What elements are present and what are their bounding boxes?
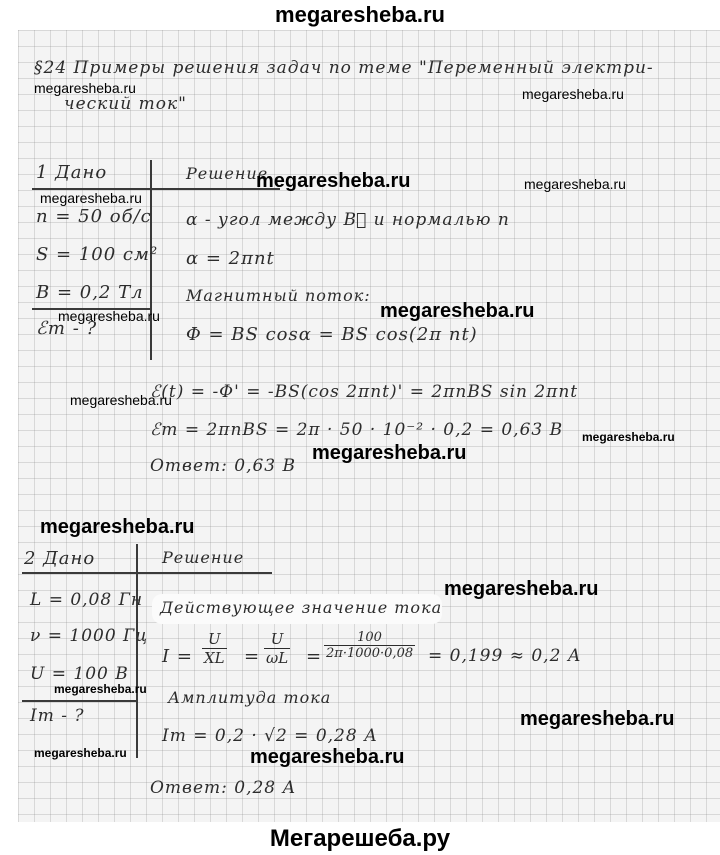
p2-divider-vertical — [136, 544, 138, 758]
p2-unknown-im: Im - ? — [30, 706, 85, 726]
site-footer: Мегарешеба.ру — [269, 825, 451, 852]
p1-line-emf-t: ℰ(t) = -Φ' = -BS(cos 2πnt)' = 2πnBS sin 2πnt — [150, 382, 579, 402]
watermark: megaresheba.ru — [256, 170, 411, 192]
p2-answer: Ответ: 0,28 А — [150, 778, 297, 798]
p1-answer: Ответ: 0,63 В — [150, 456, 297, 476]
watermark: megaresheba.ru — [54, 682, 147, 696]
p1-given-label: 1 Дано — [36, 162, 108, 183]
watermark: megaresheba.ru — [380, 300, 535, 322]
watermark: megaresheba.ru — [34, 80, 136, 96]
p2-current-rhs: = 0,199 ≈ 0,2 А — [428, 646, 582, 666]
p2-fraction-u-xl-num: U — [202, 630, 227, 649]
watermark: megaresheba.ru — [444, 578, 599, 600]
p1-given-n: n = 50 об/с — [36, 206, 152, 227]
p2-given-nu: ν = 1000 Гц — [30, 626, 149, 646]
watermark: megaresheba.ru — [522, 86, 624, 102]
p2-fraction-numeric-den: 2π·1000·0,08 — [326, 646, 414, 661]
p1-unknown-em: ℰm - ? — [36, 318, 98, 339]
p2-given-label: 2 Дано — [24, 548, 96, 569]
p2-amplitude-label: Амплитуда тока — [168, 688, 332, 707]
section-title-line2: ческий ток" — [64, 94, 187, 114]
p2-amplitude-eq: Im = 0,2 · √2 = 0,28 А — [162, 726, 378, 746]
watermark: megaresheba.ru — [250, 746, 405, 768]
p1-line-angle-eq: α = 2πnt — [186, 248, 275, 269]
p2-given-l: L = 0,08 Гн — [30, 590, 144, 610]
p2-eq1: = — [244, 646, 261, 667]
p1-solution-label: Решение — [186, 164, 269, 183]
p1-line-flux-eq: Φ = BS cosα = BS cos(2π nt) — [186, 324, 478, 345]
p2-fraction-u-wl-den: ωL — [266, 649, 289, 667]
p2-fraction-u-wl-num: U — [264, 630, 290, 649]
p1-line-flux-label: Магнитный поток: — [186, 286, 371, 305]
watermark: megaresheba.ru — [582, 430, 675, 444]
watermark: megaresheba.ru — [40, 190, 142, 206]
p2-fraction-u-xl-den: XL — [204, 649, 225, 667]
watermark: megaresheba.ru — [524, 176, 626, 192]
p2-solution-label: Решение — [162, 548, 245, 567]
watermark: megaresheba.ru — [34, 746, 127, 760]
p2-current-lhs: I = — [162, 646, 193, 667]
p1-given-s: S = 100 см² — [36, 244, 159, 265]
p2-given-underline — [22, 572, 272, 574]
watermark: megaresheba.ru — [312, 442, 467, 464]
p2-fraction-numeric — [324, 630, 415, 661]
p2-given-bottom-line — [22, 700, 136, 702]
p2-fraction-numeric-num: 100 — [324, 630, 415, 646]
section-title-line1: §24 Примеры решения задач по теме "Переменный электри- — [34, 58, 654, 78]
p1-given-b: B = 0,2 Тл — [36, 282, 144, 303]
p1-line-emf-max: ℰm = 2πnBS = 2π · 50 · 10⁻² · 0,2 = 0,63 В — [150, 420, 564, 440]
watermark: megaresheba.ru — [40, 516, 195, 538]
p1-line-angle-def: α - угол между B⃗ и нормалью n — [186, 210, 510, 230]
p2-effective-label: Действующее значение тока — [160, 598, 443, 617]
watermark: megaresheba.ru — [70, 392, 172, 408]
p2-eq2: = — [306, 646, 323, 667]
site-header: megaresheba.ru — [275, 2, 445, 27]
p2-given-u: U = 100 В — [30, 664, 129, 684]
p2-fraction-u-wl — [264, 630, 290, 667]
watermark: megaresheba.ru — [58, 308, 160, 324]
watermark: megaresheba.ru — [520, 708, 675, 730]
p2-fraction-u-xl — [202, 630, 227, 667]
